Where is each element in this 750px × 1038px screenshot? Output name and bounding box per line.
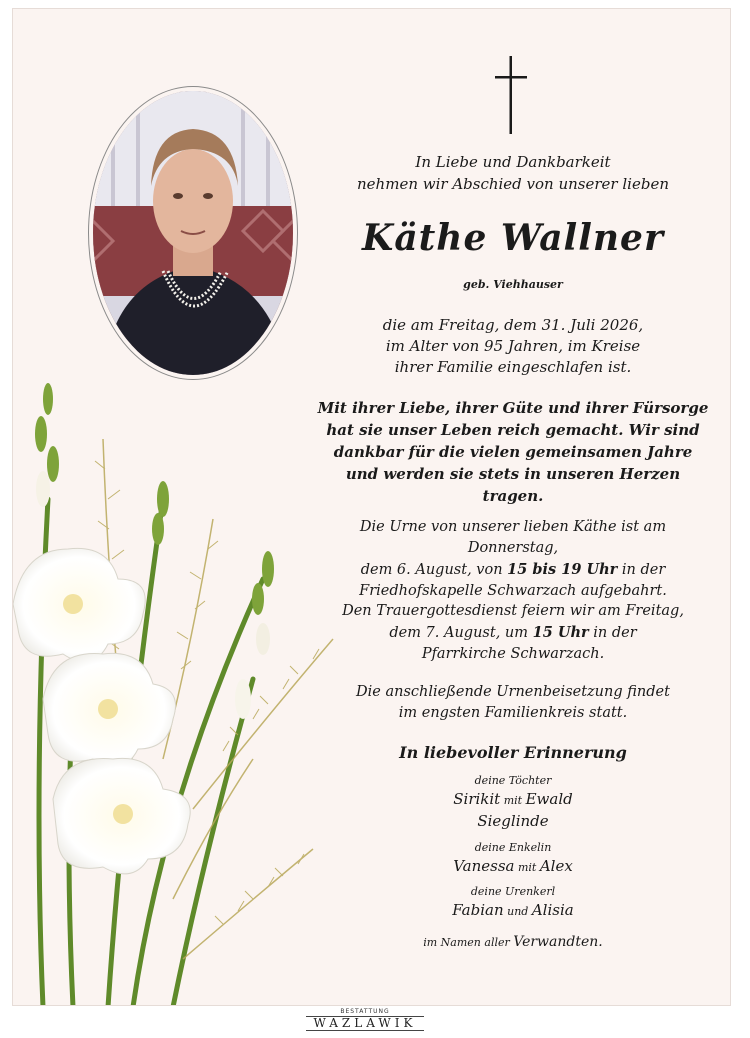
death-details [313, 315, 713, 378]
family-names [313, 789, 713, 811]
urn-date: dem 6. August, von [360, 562, 508, 578]
burial-info [313, 682, 713, 724]
family-name: Alisia [531, 901, 574, 919]
family-name: Sirikit [453, 790, 501, 808]
flower-1 [13, 548, 145, 662]
family-name: Fabian [452, 901, 504, 919]
flower-2 [43, 653, 176, 767]
service-date: dem 7. August, um [389, 625, 533, 641]
service-time: 15 Uhr [532, 624, 589, 641]
service-line: Pfarrkirche Schwarzach. [421, 646, 605, 662]
family-name: Vanessa [453, 857, 515, 875]
service-line [313, 622, 713, 644]
gladiolus-flowers-illustration [13, 379, 353, 1006]
quote-line: hat sie unser Leben reich gemacht. Wir sind [326, 421, 700, 439]
family-group-great-grandchildren [313, 884, 713, 922]
urn-viewing-info [313, 517, 713, 602]
urn-line: Friedhofskapelle Schwarzach aufgebahrt. [359, 583, 667, 599]
quote-line: und werden sie stets in unseren Herzen tragen. [345, 465, 681, 505]
family-group-granddaughter [313, 840, 713, 878]
urn-line-end: in der [617, 562, 666, 578]
death-line: ihrer Familie eingeschlafen ist. [394, 358, 632, 376]
death-line: die am Freitag, dem 31. Juli 2026, [382, 316, 644, 334]
family-names [313, 900, 713, 922]
quote-line: Mit ihrer Liebe, ihrer Güte und ihrer Fürsorge [317, 399, 709, 417]
undertaker-name: WAZLAWIK [306, 1016, 424, 1031]
family-group-daughters [313, 773, 713, 831]
urn-time: 15 bis 19 Uhr [507, 561, 618, 578]
intro-line: nehmen wir Abschied von unserer lieben [357, 175, 669, 193]
family-relation: deine Töchter [474, 774, 552, 787]
intro-text [313, 151, 713, 195]
memory-heading: In liebevoller Erinnerung [399, 743, 627, 762]
family-relation: deine Enkelin [474, 841, 552, 854]
signoff-prefix: im Namen aller [423, 936, 514, 949]
birth-name: geb. Viehhauser [463, 278, 563, 291]
obituary-card [12, 8, 731, 1006]
family-names [313, 856, 713, 878]
family-joiner: mit [514, 861, 540, 874]
urn-line: Die Urne von unserer lieben Käthe ist am Donnerstag, [359, 519, 667, 556]
portrait-photo [93, 91, 293, 375]
flower-3 [53, 758, 190, 874]
funeral-service-info [313, 601, 713, 665]
signoff-word: Verwandten. [513, 934, 603, 950]
family-name: Ewald [525, 790, 573, 808]
intro-line: In Liebe und Dankbarkeit [415, 153, 611, 171]
death-line: im Alter von 95 Jahren, im Kreise [385, 337, 641, 355]
burial-line: Die anschließende Urnenbeisetzung findet [356, 684, 670, 700]
urn-line [313, 559, 713, 581]
signoff [313, 934, 713, 950]
family-name: Alex [539, 857, 573, 875]
family-joiner: und [503, 905, 532, 918]
quote-line: dankbar für die vielen gemeinsamen Jahre [333, 443, 693, 461]
undertaker-logo [300, 1008, 430, 1034]
family-name: Sieglinde [477, 812, 549, 830]
service-line-end: in der [588, 625, 637, 641]
burial-line: im engsten Familienkreis statt. [398, 705, 628, 721]
cross-icon [495, 56, 527, 134]
deceased-name: Käthe Wallner [362, 217, 664, 259]
service-line: Den Trauergottesdienst feiern wir am Freitag, [342, 603, 684, 619]
memorial-quote [313, 397, 713, 507]
family-relation: deine Urenkerl [470, 885, 556, 898]
undertaker-label: BESTATTUNG [340, 1008, 390, 1015]
family-joiner: mit [500, 794, 526, 807]
